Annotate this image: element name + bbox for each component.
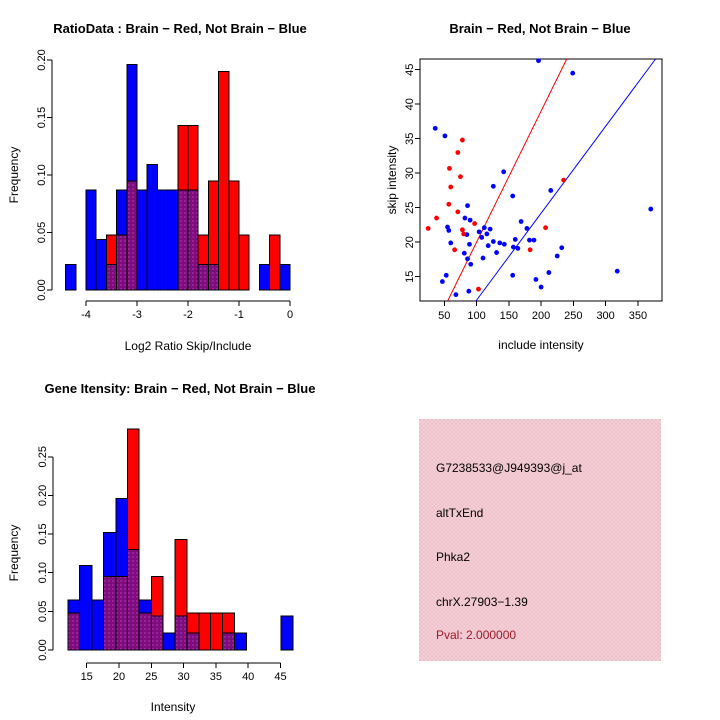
scatter-point-blue bbox=[615, 269, 620, 274]
scatter-point-blue bbox=[502, 242, 507, 247]
panel-intensity-scatter bbox=[360, 0, 720, 360]
hist-bar-overlap bbox=[117, 235, 127, 290]
scatter-point-red bbox=[476, 287, 481, 292]
hist-bar-overlap bbox=[139, 613, 151, 650]
x-tick-label: 350 bbox=[628, 310, 648, 322]
x-tick-label: 15 bbox=[80, 671, 93, 683]
y-axis-label: Frequency bbox=[7, 146, 21, 204]
hist-bar-blue bbox=[147, 165, 157, 290]
hist-bar-blue bbox=[137, 190, 147, 290]
hist-bar-blue bbox=[157, 190, 167, 290]
x-tick-label: 45 bbox=[274, 671, 287, 683]
x-tick-label: -3 bbox=[132, 309, 142, 321]
hist-bar-red bbox=[106, 235, 116, 265]
scatter-point-red bbox=[461, 232, 466, 237]
scatter-point-red bbox=[460, 227, 465, 232]
hist-bar-overlap bbox=[178, 190, 188, 290]
hist-bar-red bbox=[208, 181, 218, 265]
hist-bar-blue bbox=[80, 566, 92, 650]
scatter-point-blue bbox=[501, 169, 506, 174]
hist-bar-overlap bbox=[106, 265, 116, 290]
scatter-point-red bbox=[472, 221, 477, 226]
info-box bbox=[419, 419, 661, 661]
scatter-point-blue bbox=[491, 239, 496, 244]
scatter-point-blue bbox=[486, 243, 491, 248]
hist-bar-blue bbox=[235, 633, 247, 650]
hist-bar-blue bbox=[116, 498, 128, 576]
scatter-point-blue bbox=[448, 240, 453, 245]
scatter-point-blue bbox=[465, 256, 470, 261]
x-tick-label: 0 bbox=[286, 309, 294, 321]
y-tick-label: 0.10 bbox=[37, 561, 49, 584]
hist-bar-blue bbox=[103, 533, 115, 577]
scatter-point-blue bbox=[494, 250, 499, 255]
scatter-point-blue bbox=[511, 245, 516, 250]
hist-bar-overlap bbox=[103, 577, 115, 650]
y-tick-label: 0.15 bbox=[37, 523, 49, 545]
y-tick-label: 0.00 bbox=[37, 639, 49, 661]
hist-bar-overlap bbox=[127, 181, 137, 290]
hist-bar-overlap bbox=[127, 550, 139, 650]
hist-bar-red bbox=[229, 181, 239, 290]
x-tick-label: -4 bbox=[81, 309, 91, 321]
hist-bar-blue bbox=[280, 265, 290, 290]
scatter-point-blue bbox=[454, 292, 459, 297]
hist-bar-blue bbox=[281, 616, 293, 650]
panel-gene-intensity-histogram bbox=[0, 360, 360, 720]
scatter-point-blue bbox=[524, 226, 529, 231]
scatter-point-red bbox=[528, 247, 533, 252]
scatter-point-blue bbox=[559, 245, 564, 250]
gene-intensity-histogram-plot bbox=[0, 360, 360, 720]
scatter-point-blue bbox=[468, 262, 473, 267]
hist-bar-red bbox=[187, 613, 199, 633]
x-tick-label: 250 bbox=[564, 310, 583, 322]
scatter-point-blue bbox=[546, 270, 551, 275]
hist-bar-red bbox=[222, 613, 234, 633]
hist-bar-blue bbox=[96, 239, 106, 290]
hist-bar-overlap bbox=[175, 616, 187, 650]
scatter-point-blue bbox=[532, 238, 537, 243]
scatter-point-blue bbox=[462, 251, 467, 256]
x-tick-label: 300 bbox=[596, 310, 615, 322]
hist-bar-blue bbox=[259, 265, 269, 290]
x-tick-label: 20 bbox=[112, 671, 126, 683]
x-axis-label: include intensity bbox=[498, 338, 584, 352]
scatter-point-red bbox=[447, 166, 452, 171]
gene-name-text: Phka2 bbox=[436, 550, 471, 564]
scatter-point-blue bbox=[648, 207, 653, 212]
y-tick-label: 45 bbox=[404, 63, 416, 76]
scatter-point-blue bbox=[479, 235, 484, 240]
hist-bar-blue bbox=[163, 633, 175, 650]
hist-bar-blue bbox=[168, 190, 178, 290]
hist-bar-overlap bbox=[198, 265, 208, 290]
x-tick-label: 150 bbox=[499, 310, 519, 322]
scatter-point-blue bbox=[513, 237, 518, 242]
scatter-point-red bbox=[561, 178, 566, 183]
scatter-point-blue bbox=[534, 277, 539, 282]
x-tick-label: -1 bbox=[234, 309, 244, 321]
scatter-point-red bbox=[452, 247, 457, 252]
x-tick-label: 50 bbox=[438, 310, 451, 322]
y-tick-label: 0.20 bbox=[36, 49, 48, 71]
hist-bar-blue bbox=[86, 190, 96, 290]
x-tick-label: 35 bbox=[209, 671, 223, 683]
chart-title: Gene Itensity: Brain − Red, Not Brain − Blue bbox=[44, 381, 316, 396]
panel-ratio-histogram bbox=[0, 0, 360, 360]
hist-bar-red bbox=[211, 613, 223, 650]
y-tick-label: 25 bbox=[404, 201, 416, 214]
scatter-point-blue bbox=[527, 238, 532, 243]
y-tick-label: 0.25 bbox=[37, 446, 49, 468]
y-tick-label: 0.05 bbox=[36, 221, 48, 244]
hist-bar-blue bbox=[66, 265, 76, 290]
hist-bar-red bbox=[151, 577, 163, 616]
hist-bar-red bbox=[175, 539, 187, 616]
scatter-point-blue bbox=[481, 256, 486, 261]
scatter-point-blue bbox=[510, 273, 515, 278]
hist-bar-overlap bbox=[116, 577, 128, 650]
fit-line-red bbox=[448, 59, 567, 301]
scatter-point-blue bbox=[539, 285, 544, 290]
scatter-point-red bbox=[543, 225, 548, 230]
plot-box bbox=[420, 59, 662, 301]
x-tick-label: -2 bbox=[183, 309, 193, 321]
panel-info bbox=[360, 360, 720, 720]
chart-title: RatioData : Brain − Red, Not Brain − Blue bbox=[53, 21, 307, 36]
y-tick-label: 0.05 bbox=[37, 600, 49, 623]
x-tick-label: 200 bbox=[531, 310, 551, 322]
y-axis-label: skip intensity bbox=[385, 145, 399, 215]
hist-bar-red bbox=[178, 126, 188, 190]
scatter-point-blue bbox=[468, 218, 473, 223]
hist-bar-red bbox=[219, 72, 229, 291]
scatter-point-blue bbox=[548, 188, 553, 193]
scatter-point-blue bbox=[463, 216, 468, 221]
scatter-point-blue bbox=[497, 240, 502, 245]
hist-bar-overlap bbox=[222, 633, 234, 650]
hist-bar-overlap bbox=[208, 265, 218, 290]
y-tick-label: 40 bbox=[404, 98, 416, 111]
hist-bar-red bbox=[188, 126, 198, 190]
y-tick-label: 0.00 bbox=[36, 279, 48, 301]
scatter-point-blue bbox=[515, 246, 520, 251]
scatter-point-blue bbox=[446, 228, 451, 233]
hist-bar-overlap bbox=[68, 613, 80, 650]
scatter-point-blue bbox=[536, 58, 541, 63]
scatter-point-blue bbox=[510, 194, 515, 199]
scatter-point-blue bbox=[519, 219, 524, 224]
hist-bar-red bbox=[127, 429, 139, 550]
intensity-scatter-plot bbox=[360, 0, 720, 360]
y-tick-label: 0.20 bbox=[37, 484, 49, 507]
hist-bar-overlap bbox=[188, 190, 198, 290]
scatter-point-red bbox=[455, 209, 460, 214]
scatter-point-blue bbox=[467, 242, 472, 247]
scatter-point-blue bbox=[488, 227, 493, 232]
scatter-point-blue bbox=[433, 126, 438, 131]
hist-bar-red bbox=[198, 235, 208, 265]
hist-bar-blue bbox=[127, 65, 137, 181]
hist-bar-overlap bbox=[151, 616, 163, 650]
y-tick-label: 30 bbox=[404, 167, 416, 180]
y-tick-label: 35 bbox=[404, 132, 416, 145]
x-axis-label: Intensity bbox=[150, 700, 196, 714]
scatter-point-blue bbox=[443, 134, 448, 139]
scatter-point-blue bbox=[570, 71, 575, 76]
chart-title: Brain − Red, Not Brain − Blue bbox=[449, 21, 631, 36]
scatter-point-red bbox=[446, 202, 451, 207]
scatter-point-blue bbox=[555, 254, 560, 259]
scatter-point-blue bbox=[465, 203, 470, 208]
scatter-point-red bbox=[460, 138, 465, 143]
hist-bar-blue bbox=[117, 190, 127, 235]
hist-bar-blue bbox=[68, 600, 80, 613]
scatter-point-blue bbox=[466, 289, 471, 294]
x-tick-label: 25 bbox=[145, 671, 158, 683]
y-tick-label: 20 bbox=[404, 236, 416, 249]
hist-bar-red bbox=[270, 235, 280, 290]
scatter-point-blue bbox=[477, 229, 482, 234]
scatter-point-red bbox=[434, 216, 439, 221]
hist-bar-red bbox=[199, 613, 211, 650]
x-tick-label: 40 bbox=[242, 671, 255, 683]
x-tick-label: 30 bbox=[177, 671, 190, 683]
hist-bar-red bbox=[239, 235, 249, 290]
scatter-point-red bbox=[458, 174, 463, 179]
y-axis-label: Frequency bbox=[7, 524, 21, 582]
pval-text: Pval: 2.000000 bbox=[436, 628, 517, 642]
scatter-point-blue bbox=[440, 279, 445, 284]
ratio-histogram-plot bbox=[0, 0, 360, 360]
y-tick-label: 15 bbox=[404, 270, 416, 283]
scatter-point-red bbox=[455, 150, 460, 155]
scatter-point-red bbox=[448, 185, 453, 190]
scatter-point-blue bbox=[482, 225, 487, 230]
x-axis-label: Log2 Ratio Skip/Include bbox=[124, 339, 252, 353]
hist-bar-blue bbox=[139, 600, 151, 613]
y-tick-label: 0.10 bbox=[36, 164, 48, 186]
scatter-point-blue bbox=[444, 273, 449, 278]
y-tick-label: 0.15 bbox=[36, 106, 48, 129]
locus-text: chrX.27903−1.39 bbox=[436, 595, 528, 609]
x-tick-label: 100 bbox=[467, 310, 486, 322]
probe-id-text: G7238533@J949393@j_at bbox=[436, 461, 582, 475]
scatter-point-blue bbox=[491, 184, 496, 189]
scatter-point-blue bbox=[484, 232, 489, 237]
hist-bar-blue bbox=[92, 600, 104, 650]
event-type-text: altTxEnd bbox=[436, 506, 484, 520]
scatter-point-red bbox=[426, 226, 431, 231]
hist-bar-overlap bbox=[187, 633, 199, 650]
